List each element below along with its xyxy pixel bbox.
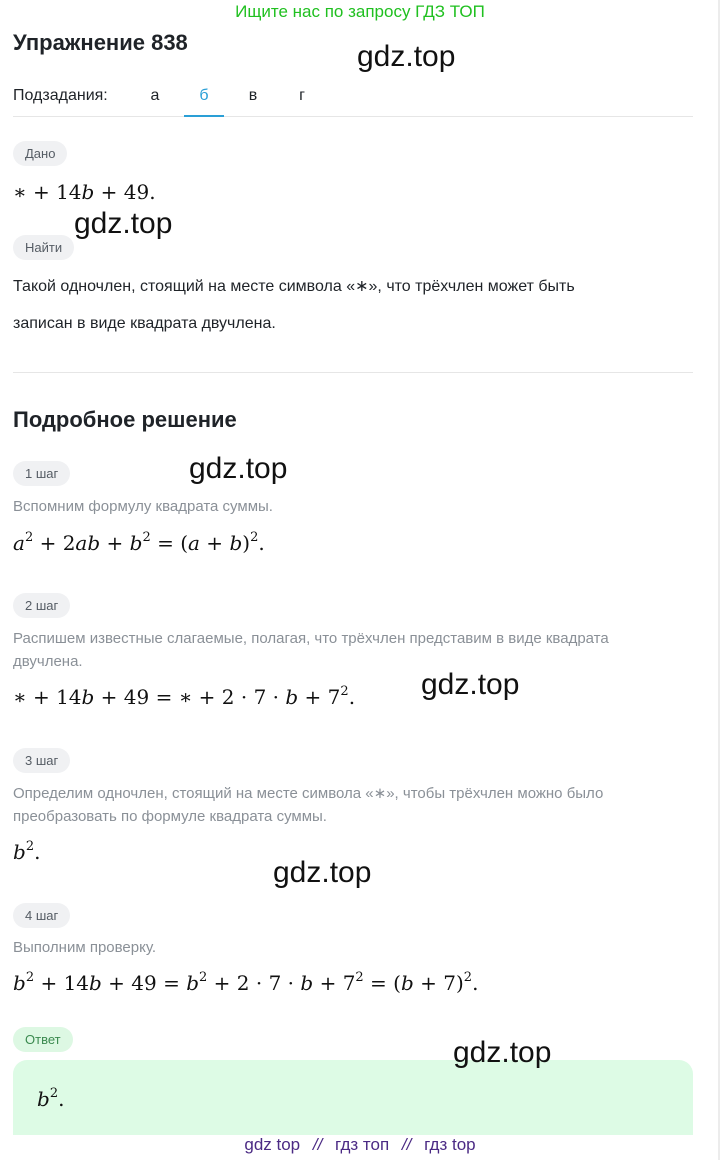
step-4-label: 4 шаг (13, 903, 70, 928)
step-4-hint: Выполним проверку. (13, 939, 157, 956)
footer-link[interactable]: gdz top (244, 1135, 301, 1154)
given-label: Дано (13, 141, 67, 166)
search-banner: Ищите нас по запросу ГДЗ ТОП (235, 2, 485, 21)
find-label: Найти (13, 235, 74, 260)
given-expression: ∗ + 14b + 49. (13, 180, 156, 204)
step-2-label: 2 шаг (13, 593, 70, 618)
tab-a[interactable]: а (150, 87, 160, 104)
tab-v[interactable]: в (248, 87, 258, 104)
answer-box (13, 1060, 693, 1135)
step-2-formula: ∗ + 14b + 49 = ∗ + $2 \cdot 7 \cdot b + 7^2$. (13, 684, 356, 709)
find-text-line2: записан в виде квадрата двучлена. (13, 315, 276, 332)
step-2-hint-line2: двучлена. (13, 653, 83, 670)
answer-label: Ответ (13, 1027, 73, 1052)
step-3-hint-line1: Определим одночлен, стоящий на месте символа «∗», чтобы трёхчлен можно было (13, 785, 604, 802)
footer-links (0, 1134, 720, 1156)
subtasks-label: Подзадания: (13, 87, 108, 104)
step-1-label: 1 шаг (13, 461, 70, 486)
section-divider (13, 372, 693, 373)
footer-link[interactable]: гдз топ (335, 1135, 390, 1154)
watermark: gdz.top (74, 207, 173, 240)
watermark: gdz.top (453, 1036, 552, 1069)
step-1-hint: Вспомним формулу квадрата суммы. (13, 498, 273, 515)
step-3-label: 3 шаг (13, 748, 70, 773)
watermark: gdz.top (421, 668, 520, 701)
watermark: gdz.top (357, 40, 456, 73)
step-2-hint-line1: Распишем известные слагаемые, полагая, что трёхчлен представим в виде квадрата (13, 630, 609, 647)
step-3-hint-line2: преобразовать по формуле квадрата суммы. (13, 808, 327, 825)
step-3-formula: $b^2$. (13, 839, 41, 864)
answer-value: $b^2$. (37, 1086, 65, 1111)
footer-separator: // (312, 1135, 323, 1154)
step-1-formula: $a^2 + 2ab + b^2 = (a + b)^2$. (13, 530, 265, 555)
watermark: gdz.top (189, 452, 288, 485)
step-4-formula: $b^2 + 14b + 49 = b^2 + 2 \cdot 7 \cdot b + 7^2 = (b + 7)^2$. (13, 970, 479, 995)
tab-g[interactable]: г (299, 87, 305, 104)
subtasks-bar (13, 80, 693, 117)
tab-b[interactable]: б (184, 80, 224, 117)
solution-heading: Подробное решение (13, 407, 237, 432)
footer-separator: // (401, 1135, 412, 1154)
find-text-line1: Такой одночлен, стоящий на месте символа «∗», что трёхчлен может быть (13, 278, 575, 295)
watermark: gdz.top (273, 856, 372, 889)
page-title: Упражнение 838 (13, 30, 188, 55)
footer-link[interactable]: гдз top (424, 1135, 476, 1154)
